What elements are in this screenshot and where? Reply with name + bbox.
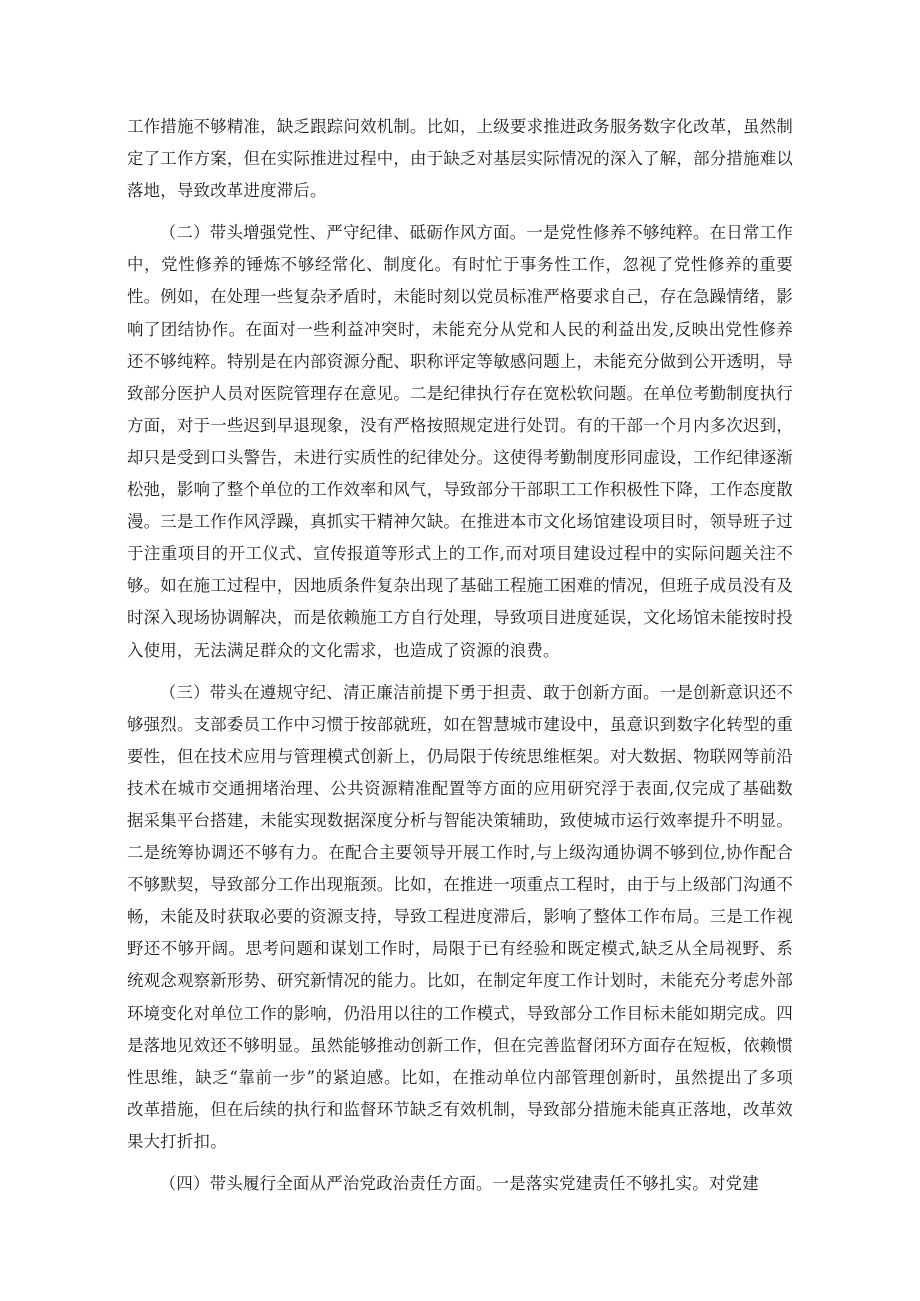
document-body (127, 111, 793, 1210)
paragraph-section-four: （四）带头履行全面从严治党政治责任方面。一是落实党建责任不够扎实。对党建 (159, 1174, 759, 1193)
paragraph-continuation: 工作措施不够精准，缺乏跟踪问效机制。比如，上级要求推进政务服务数字化改革，虽然制定了工作方案，但在实际推进过程中，由于缺乏对基层实际情况的深入了解，部分措施难以落地，导致改革进度滞后。 (127, 117, 793, 201)
paragraph-section-two: （二）带头增强党性、严守纪律、砥砺作风方面。一是党性修养不够纯粹。在日常工作中，党性修养的锤炼不够经常化、制度化。有时忙于事务性工作，忽视了党性修养的重要性。例如，在处理一些复杂矛盾时，未能时刻以党员标准严格要求自己，存在急躁情绪，影响了团结协作。在面对一些利益冲突时，未能充分从党和人民的利益出发,反映出党性修养还不够纯粹。特别是在内部资源分配、职称评定等敏感问题上，未能充分做到公开透明，导致部分医护人员对医院管理存在意见。二是纪律执行存在宽松软问题。在单位考勤制度执行方面，对于一些迟到早退现象，没有严格按照规定进行处罚。有的干部一个月内多次迟到，却只是受到口头警告，未进行实质性的纪律处分。这使得考勤制度形同虚设，工作纪律逐渐松弛，影响了整个单位的工作效率和风气，导致部分干部职工工作积极性下降，工作态度散漫。三是工作作风浮躁，真抓实干精神欠缺。在推进本市文化场馆建设项目时，领导班子过于注重项目的开工仪式、宣传报道等形式上的工作,而对项目建设过程中的实际问题关注不够。如在施工过程中，因地质条件复杂出现了基础工程施工困难的情况，但班子成员没有及时深入现场协调解决，而是依赖施工方自行处理，导致项目进度延误，文化场馆未能按时投入使用，无法满足群众的文化需求，也造成了资源的浪费。 (127, 223, 793, 660)
paragraph-section-three: （三）带头在遵规守纪、清正廉洁前提下勇于担责、敢于创新方面。一是创新意识还不够强烈。支部委员工作中习惯于按部就班，如在智慧城市建设中，虽意识到数字化转型的重要性，但在技术应用与管理模式创新上，仍局限于传统思维框架。对大数据、物联网等前沿技术在城市交通拥堵治理、公共资源精准配置等方面的应用研究浮于表面,仅完成了基础数据采集平台搭建，未能实现数据深度分析与智能决策辅助，致使城市运行效率提升不明显。二是统筹协调还不够有力。在配合主要领导开展工作时,与上级沟通协调不够到位,协作配合不够默契，导致部分工作出现瓶颈。比如，在推进一项重点工程时，由于与上级部门沟通不畅，未能及时获取必要的资源支持，导致工程进度滞后，影响了整体工作布局。三是工作视野还不够开阔。思考问题和谋划工作时，局限于已有经验和既定模式,缺乏从全局视野、系统观念观察新形势、研究新情况的能力。比如，在制定年度工作计划时，未能充分考虑外部环境变化对单位工作的影响，仍沿用以往的工作模式，导致部分工作目标未能如期完成。四是落地见效还不够明显。虽然能够推动创新工作，但在完善监督闭环方面存在短板，依赖惯性思维，缺乏“靠前一步”的紧迫感。比如，在推动单位内部管理创新时，虽然提出了多项改革措施，但在后续的执行和监督环节缺乏有效机制，导致部分措施未能真正落地，改革效果大打折扣。 (127, 682, 793, 1151)
